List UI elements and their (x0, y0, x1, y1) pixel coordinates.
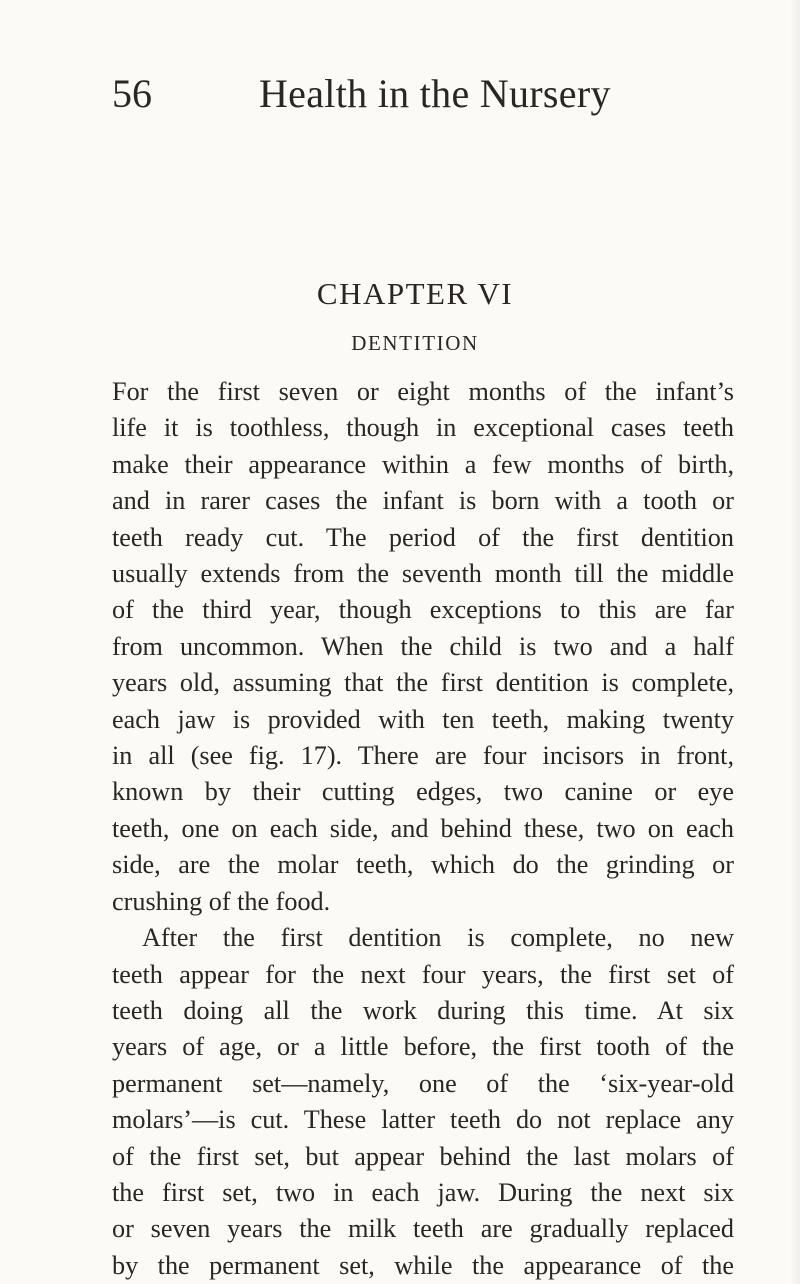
text-line: the first set, two in each jaw. During the next six (112, 1177, 734, 1207)
text-line: For the first seven or eight months of the infant’s (112, 377, 734, 406)
paragraph-2 (112, 920, 734, 1284)
text-line: of the third year, though exceptions to this are far (112, 595, 734, 625)
text-line: teeth ready cut. The period of the first dentition (112, 522, 734, 552)
paragraph-1 (112, 374, 734, 920)
text-line: in all (see fig. 17). There are four incisors in front, (112, 741, 734, 771)
chapter-subtitle: DENTITION (351, 331, 479, 355)
text-line: teeth appear for the next four years, the first set of (112, 959, 734, 989)
body-text (112, 374, 734, 1284)
text-line: by the permanent set, while the appearance of the (112, 1250, 734, 1280)
text-line: teeth doing all the work during this time. At six (112, 995, 734, 1025)
text-line: from uncommon. When the child is two and a half (112, 631, 734, 661)
text-line: and in rarer cases the infant is born with a tooth or (112, 486, 734, 516)
text-line: make their appearance within a few months of birth, (112, 449, 734, 479)
running-head (112, 66, 702, 122)
text-line: each jaw is provided with ten teeth, making twenty (112, 704, 734, 734)
text-line: known by their cutting edges, two canine or eye (112, 777, 734, 807)
text-line: life it is toothless, though in exceptional cases teeth (112, 413, 734, 443)
text-line: of the first set, but appear behind the last molars of (112, 1141, 734, 1171)
running-title: Health in the Nursery (259, 71, 611, 116)
text-line: years of age, or a little before, the first tooth of the (112, 1032, 734, 1062)
page-number: 56 (112, 71, 152, 116)
text-line: years old, assuming that the first dentition is complete, (112, 668, 734, 698)
chapter-title: CHAPTER VI (316, 276, 514, 311)
text-line: molars’—is cut. These latter teeth do not replace any (112, 1105, 734, 1135)
text-line: side, are the molar teeth, which do the grinding or (112, 850, 734, 880)
text-line: teeth, one on each side, and behind these, two on each (112, 813, 734, 843)
text-line: usually extends from the seventh month till the middle (112, 559, 734, 589)
text-line: permanent set—namely, one of the ‘six-year-old (112, 1068, 734, 1098)
text-line: crushing of the food. (112, 886, 331, 916)
text-line: After the first dentition is complete, no new (142, 923, 734, 953)
text-line: or seven years the milk teeth are gradually replaced (112, 1214, 734, 1244)
